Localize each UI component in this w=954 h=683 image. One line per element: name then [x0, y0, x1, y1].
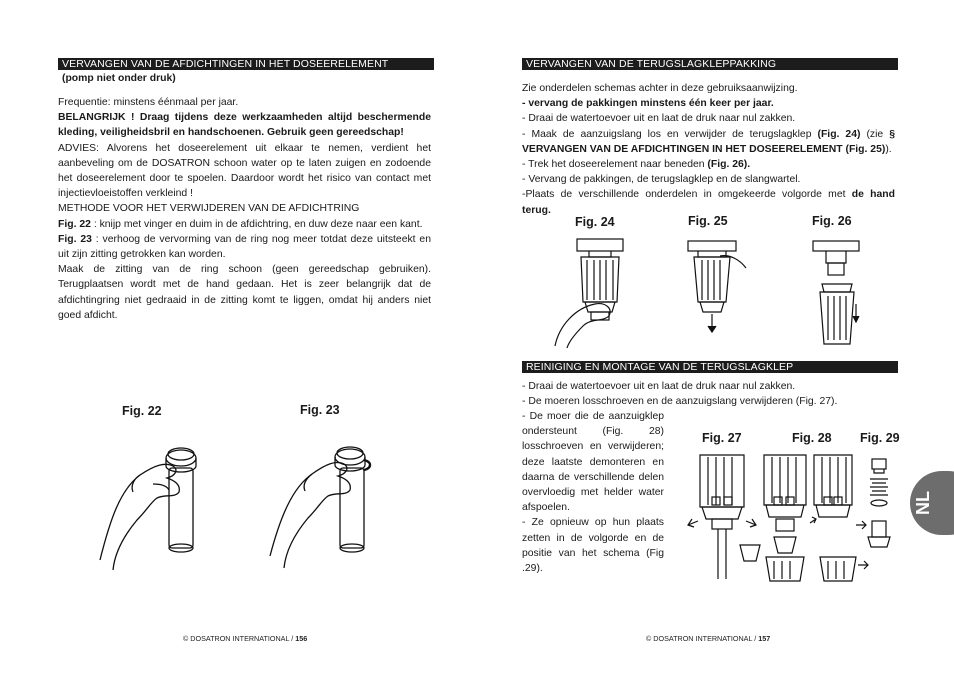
- footer-left: © DOSATRON INTERNATIONAL / 156: [183, 634, 308, 643]
- fig28-label: Fig. 28: [792, 431, 832, 445]
- fig23-illustration: [268, 438, 388, 578]
- fig25-label: Fig. 25: [688, 214, 728, 228]
- fig22-instruction: Fig. 22 : knijp met vinger en duim in de afdichtring, en duw deze naar een kant.: [58, 218, 423, 230]
- fig22-label: Fig. 22: [122, 404, 162, 418]
- section-heading-cleaning: REINIGING EN MONTAGE VAN DE TERUGSLAGKLEP: [522, 361, 898, 373]
- fig27-illustration: [684, 453, 764, 583]
- clean-instruction: Maak de zitting van de ring schoon (geen gereedschap gebruiken). Terugplaatsen wordt met de hand gedaan. Het is zeer belangrijk dat de afdichtingring niet gedraaid in de zitting komt te liggen, omdat hij anders niet goed afdicht.: [58, 264, 431, 321]
- advice-paragraph: ADVIES: Alvorens het doseerelement uit elkaar te nemen, verdient het aanbeveling om de DOSATRON schoon water op te laten zuigen en zodoende het doseerelement door te spoelen. Daardoor wordt het risico van contact met injectievloeistoffen verkleind !: [58, 142, 431, 200]
- fig26-label: Fig. 26: [812, 214, 852, 228]
- section-heading-seals: VERVANGEN VAN DE AFDICHTINGEN IN HET DOSEERELEMENT: [58, 58, 434, 70]
- fig25-illustration: [680, 236, 750, 336]
- fig27-label: Fig. 27: [702, 431, 742, 445]
- cleaning-lines: [522, 379, 895, 409]
- right-body: [522, 81, 895, 218]
- fig26-illustration: [808, 236, 868, 356]
- fig22-illustration: [95, 440, 215, 580]
- left-subheading: (pomp niet onder druk): [62, 73, 176, 84]
- section-heading-check-valve: VERVANGEN VAN DE TERUGSLAGKLEPPAKKING: [522, 58, 898, 70]
- fig29-illustration: [812, 453, 902, 588]
- step-3: - Trek het doseerelement naar beneden (Fig. 26).: [522, 159, 751, 171]
- language-tab-label: NL: [912, 491, 933, 515]
- fig23-label: Fig. 23: [300, 403, 340, 417]
- fig29-label: Fig. 29: [860, 431, 900, 445]
- method-title: METHODE VOOR HET VERWIJDEREN VAN DE AFDICHTRING: [58, 203, 360, 215]
- clean-step-4: - Ze opnieuw op hun plaats zetten in de volgorde en de positie van het schema (Fig .29).: [522, 517, 664, 575]
- clean-step-1: - Draai de watertoevoer uit en laat de druk naar nul zakken.: [522, 381, 796, 392]
- left-body: [58, 95, 431, 323]
- clean-step-2: - De moeren losschroeven en de aanzuigslang verwijderen (Fig. 27).: [522, 396, 838, 408]
- fig24-illustration: [545, 236, 655, 351]
- footer-right: © DOSATRON INTERNATIONAL / 157: [646, 634, 771, 643]
- step-5: -Plaats de verschillende onderdelen in omgekeerde volgorde met de hand terug.: [522, 189, 896, 216]
- fig23-instruction: Fig. 23 : verhoog de vervorming van de ring nog meer totdat deze uitsteekt en uit zijn zitting getrokken kan worden.: [58, 233, 431, 261]
- step-4: - Vervang de pakkingen, de terugslagklep en de slangwartel.: [522, 174, 801, 186]
- replace-instruction: - vervang de pakkingen minstens één keer per jaar.: [522, 98, 774, 110]
- intro-text: Zie onderdelen schemas achter in deze gebruiksaanwijzing.: [522, 83, 798, 94]
- important-warning: BELANGRIJK ! Draag tijdens deze werkzaamheden altijd beschermende kleding, veiligheidsbril en handschoenen. Gebruik geen gereedschap!: [58, 112, 431, 139]
- step-2: - Maak de aanzuigslang los en verwijder de terugslagklep (Fig. 24) (zie § VERVANGEN VAN DE AFDICHTINGEN IN HET DOSEERELEMENT (Fig. 25)).: [522, 128, 896, 155]
- frequency-text: Frequentie: minstens éénmaal per jaar.: [58, 97, 239, 108]
- fig24-label: Fig. 24: [575, 215, 615, 229]
- cleaning-column: [522, 409, 664, 576]
- step-1: - Draai de watertoevoer uit en laat de druk naar nul zakken.: [522, 113, 796, 125]
- clean-step-3: - De moer die de aanzuigklep ondersteunt (Fig. 28) losschroeven en verwijderen; deze laatste demonteren en daarna de verschillende delen overvloedig met helder water afspoelen.: [522, 411, 664, 514]
